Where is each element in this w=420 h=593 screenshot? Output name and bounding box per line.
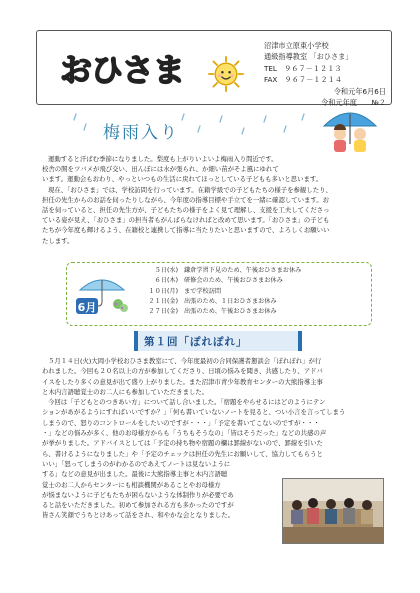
intro-line: 校舎の開をツバメが飛び交い、田んぼには水が張られ、か細い苗がそよ風にゆれて: [42, 165, 279, 174]
article-line: と木内言語聴覚士のお二人にも参加していただきました。: [42, 387, 209, 396]
intro-line: たします。: [42, 236, 74, 245]
intro-line: 話を伺っていると、担任の先生方が、子どもたちの様子をよく見て理解し、支援を工夫してくださっ: [42, 206, 330, 215]
tel-number: TEL ９６７－１２１３: [264, 63, 342, 73]
intro-line: 運動すると汗ばむ季節になりました。梨度も上がりいよいよ梅雨入り間近です。: [48, 155, 278, 163]
issue-number: 令和元年度 №２: [321, 98, 386, 108]
article-line: ると話をいただきました。初めて参加される方も多かったのですが: [42, 501, 234, 510]
schedule-text: 出張のため、午後おひさまお休み: [184, 308, 277, 316]
sun-icon: [208, 56, 244, 92]
article-line: ５月１４日(火)大岡小学校おひさま教室にて、今年度最初の合同保護者懇談会「ぽれぽれ」が行: [48, 357, 322, 365]
schedule-text: まで学校訪問: [184, 287, 222, 295]
schedule-list: [138, 266, 301, 317]
article-line: が悩まないように子どもたちが困らないような体制作りが必要であ: [42, 490, 234, 499]
schedule-item: [138, 307, 301, 317]
article-line: が挙がりました。アドバイスとしては「予定の持ち物や宿題の欄は罫線がないので、罫線を引いた: [42, 439, 323, 448]
schedule-date: ５日(水): [154, 267, 178, 274]
article-line: われました。今回も２０名以上の方が参加してくださり、日頃の悩みを聞き、共感したり、アドバ: [42, 367, 323, 376]
schedule-date: ２７日(金): [148, 308, 178, 316]
meeting-photo: [282, 478, 384, 544]
june-umbrella-icon: [72, 268, 132, 318]
intro-line: います。運動会もおわり、やっといつもの生活に戻れてほっとしている子どもも多いと思います。: [42, 175, 323, 184]
fax-number: FAX ９６７－１２１４: [264, 75, 343, 85]
article-line: ら、書けるようになりました」や「予定のチェックは担任の先生にお願いして、協力してもらうと: [42, 449, 323, 458]
schedule-date: １０日(月): [148, 287, 178, 295]
intro-line: 担任の先生からのお話を伺ったりしながら、今年度の指導目標や手立てを一緒に確認しています。お: [42, 195, 330, 204]
schedule-text: 出張のため、１日おひさまお休み: [184, 297, 277, 305]
article-line: しまうので、怒りのコントロールをしたいのですが・・・」「予定を書いてこないのですが・・・: [42, 418, 320, 427]
article-line: 覚士のお二人からセンターにも相談機関があることやお母様方: [42, 480, 221, 489]
intro-line: たちが今年度も輝けるよう、在籍校と連携して指導に当たりたいと思いますので、よろしくお願いい: [42, 226, 330, 235]
article-title: 第１回「ぽれぽれ」: [144, 336, 248, 348]
schedule-item: [138, 287, 301, 297]
schedule-month-label: 6月: [77, 301, 97, 314]
schedule-date: ６日(木): [154, 277, 178, 285]
article-line: ・」などの悩みが多く、他のお母様方からも「うちもそうなの」「皆はそうだった」などの共感の声: [42, 429, 327, 438]
schedule-date: ２１日(金): [148, 297, 178, 305]
article-line: イスをしたり多くの意見が出て盛り上がりました。また沼津市青少年教育センターの大熊指導主事: [42, 377, 323, 386]
umbrella-kids-illustration: [318, 104, 382, 156]
classroom-name: 通級指導教室 「おひさま」: [264, 52, 353, 62]
intro-line: ている姿が見え、「おひさま」の担当者もがんばらなければと改めて思います。「おひさま」の子ども: [42, 216, 330, 225]
article-line: する」などの意見が出ました。最後に大熊指導主事と木内言語聴: [42, 470, 228, 479]
article-line: いい」「怒ってしまうのがわかるのであえてノートは見ないように: [42, 459, 231, 468]
article-line: 皆さん笑顔でうちとけあって話をされ、和やかな会となりました。: [42, 511, 235, 520]
rainy-season-heading: 梅雨入り: [103, 123, 179, 143]
intro-paragraph: [42, 154, 388, 246]
school-info: [264, 40, 386, 108]
article-line: ションがあがるようにすればいいですか？」「何も書いていないノートを見ると、つい小言を言ってしまう: [42, 408, 346, 417]
schedule-item: [138, 297, 301, 307]
article-line: 今回は「子どもとのつきあい方」について話し合いました。「宿題をやらせるにはどのようにテン: [48, 398, 326, 407]
schedule-item: [138, 276, 301, 286]
school-name: 沼津市立原東小学校: [264, 41, 329, 50]
schedule-text: 鎌倉学習下見のため、午後おひさまお休み: [184, 267, 302, 274]
schedule-item: [138, 266, 301, 276]
newsletter-title: おひさま: [60, 51, 185, 89]
issue-date: 令和元年6月6日: [333, 86, 386, 96]
intro-line: 現在、「おひさま」では、学校訪問を行っています。在籍学級での子どもたちの様子を参観したり、: [48, 185, 332, 194]
schedule-text: 研修会のため、午後おひさまお休み: [184, 277, 283, 285]
